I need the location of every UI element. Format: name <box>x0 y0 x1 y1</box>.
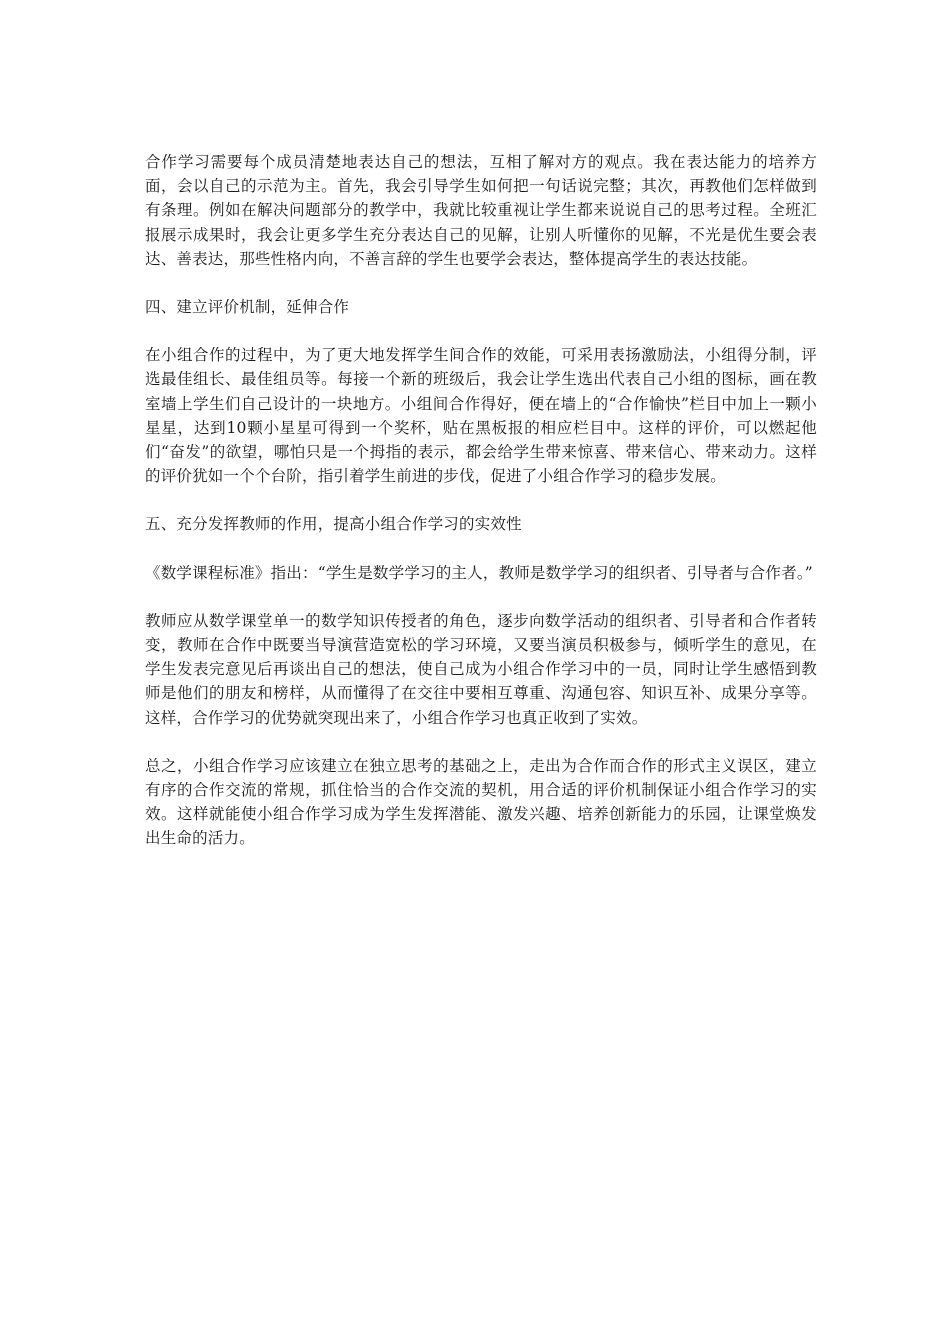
section-heading-teacher-role: 五、充分发挥教师的作用，提高小组合作学习的实效性 <box>145 515 522 534</box>
section-heading-evaluation: 四、建立评价机制，延伸合作 <box>145 298 350 317</box>
document-body <box>145 150 817 875</box>
paragraph-expression-skills: 合作学习需要每个成员清楚地表达自己的想法，互相了解对方的观点。我在表达能力的培养方面，会以自己的示范为主。首先，我会引导学生如何把一句话说完整；其次，再教他们怎样做到有条理。例如在解决问题部分的教学中，我就比较重视让学生都来说说自己的思考过程。全班汇报展示成果时，我会让更多学生充分表达自己的见解，让别人听懂你的见解，不光是优生要会表达、善表达，那些性格内向，不善言辞的学生也要学会表达，整体提高学生的表达技能。 <box>145 153 817 268</box>
paragraph-evaluation-mechanism: 在小组合作的过程中，为了更大地发挥学生间合作的效能，可采用表扬激励法，小组得分制，评选最佳组长、最佳组员等。每接一个新的班级后，我会让学生选出代表自己小组的图标，画在教室墙上学生们自己设计的一块地方。小组间合作得好，便在墙上的“合作愉快”栏目中加上一颗小星星，达到10颗小星星可得到一个奖杯，贴在黑板报的相应栏目中。这样的评价，可以燃起他们“奋发”的欲望，哪怕只是一个拇指的表示，都会给学生带来惊喜、带来信心、带来动力。这样的评价犹如一个个台阶，指引着学生前进的步伐，促进了小组合作学习的稳步发展。 <box>145 346 817 486</box>
paragraph-curriculum-standard-quote: 《数学课程标准》指出：“学生是数学学习的主人，教师是数学学习的组织者、引导者与合作者。” <box>145 563 813 582</box>
paragraph-teacher-role: 教师应从数学课堂单一的数学知识传授者的角色，逐步向数学活动的组织者、引导者和合作者转变，教师在合作中既要当导演营造宽松的学习环境，又要当演员积极参与，倾听学生的意见，在学生发表完意见后再谈出自己的想法，使自己成为小组合作学习中的一员，同时让学生感悟到教师是他们的朋友和榜样，从而懂得了在交往中要相互尊重、沟通包容、知识互补、成果分享等。这样，合作学习的优势就突现出来了，小组合作学习也真正收到了实效。 <box>145 611 817 727</box>
paragraph-conclusion: 总之，小组合作学习应该建立在独立思考的基础之上，走出为合作而合作的形式主义误区，建立有序的合作交流的常规，抓住恰当的合作交流的契机，用合适的评价机制保证小组合作学习的实效。这样就能使小组合作学习成为学生发挥潜能、激发兴趣、培养创新能力的乐园，让课堂焕发出生命的活力。 <box>145 756 817 848</box>
